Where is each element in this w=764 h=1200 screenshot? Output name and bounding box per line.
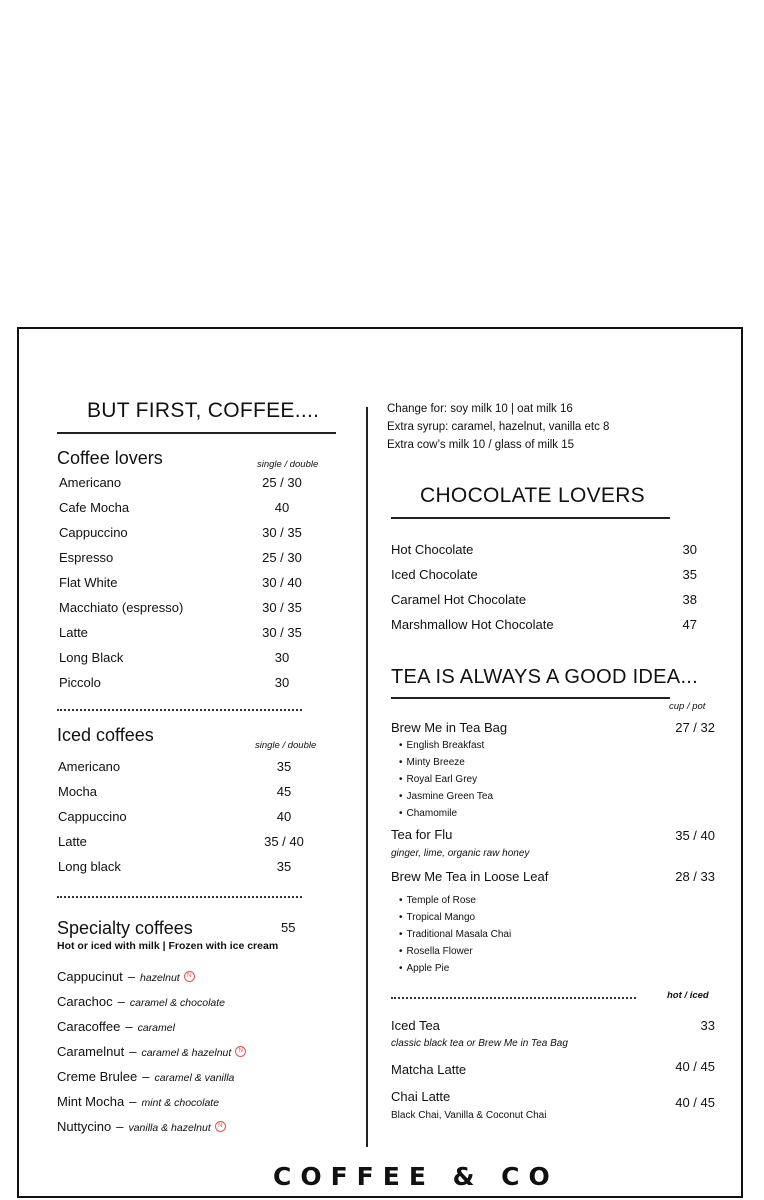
tea-flavour-label: Minty Breeze (406, 757, 465, 768)
chocolate-item-name: Iced Chocolate (391, 567, 478, 582)
bullet-icon: • (399, 946, 403, 957)
menu-item-name: Piccolo (59, 675, 101, 690)
specialty-item-name: Cappucinut (57, 969, 123, 984)
tea-flavour-item (399, 895, 476, 906)
menu-item-name: Espresso (59, 550, 114, 565)
tea-flu-price: 35 / 40 (675, 828, 715, 843)
matcha-price: 40 / 45 (675, 1059, 715, 1074)
extras-line: Extra syrup: caramel, hazelnut, vanilla etc 8 (387, 421, 610, 433)
tea-title-rule (391, 697, 670, 699)
bullet-icon: • (399, 895, 403, 906)
coffee-title-rule (57, 432, 336, 434)
tea-flavour-label: Temple of Rose (406, 895, 476, 906)
specialty-item-name: Creme Brulee (57, 1069, 138, 1084)
nut-allergen-icon: N (184, 971, 195, 982)
iced-coffees-col-header: single / double (255, 740, 317, 751)
specialty-item (57, 1018, 175, 1036)
dash-separator: – (142, 1069, 150, 1084)
dash-separator: – (116, 1119, 124, 1134)
tea-flavour-item (399, 912, 475, 923)
loose-leaf-price: 28 / 33 (675, 869, 715, 884)
matcha-name: Matcha Latte (391, 1062, 467, 1077)
dotted-divider (391, 997, 636, 999)
chocolate-item-name: Marshmallow Hot Chocolate (391, 617, 554, 632)
menu-item-name: Flat White (59, 575, 118, 590)
menu-item-price: 30 / 35 (262, 600, 302, 615)
menu-item-price: 35 (276, 859, 292, 874)
iced-tea-name: Iced Tea (391, 1018, 440, 1033)
coffee-section-title: BUT FIRST, COFFEE.... (87, 399, 320, 422)
bullet-icon: • (399, 929, 403, 940)
tea-flavour-item (399, 963, 449, 974)
menu-item-price: 35 / 40 (264, 834, 304, 849)
specialty-item (57, 1093, 219, 1111)
tea-flavour-label: Chamomile (406, 808, 458, 819)
tea-flu-desc: ginger, lime, organic raw honey (391, 848, 530, 859)
specialty-item-name: Carachoc (57, 994, 113, 1009)
dash-separator: – (127, 969, 136, 984)
specialty-item-name: Nuttycino (57, 1119, 112, 1134)
tea-flavour-item (399, 808, 457, 819)
specialty-item-name: Caracoffee (57, 1019, 121, 1034)
specialty-item (57, 1118, 226, 1136)
hot-iced-header: hot / iced (667, 990, 709, 1001)
tea-flavour-label: Royal Earl Grey (406, 774, 478, 785)
specialty-item-desc: caramel & hazelnut (141, 1047, 232, 1059)
dash-separator: – (117, 994, 125, 1009)
menu-item-name: Latte (58, 834, 87, 849)
column-divider (366, 407, 368, 1147)
specialty-item-desc: caramel & chocolate (129, 997, 226, 1009)
chai-name: Chai Latte (391, 1089, 451, 1104)
tea-flavour-item (399, 740, 484, 751)
bullet-icon: • (399, 740, 403, 751)
tea-flavour-label: Traditional Masala Chai (406, 929, 512, 940)
bullet-icon: • (399, 912, 403, 923)
bullet-icon: • (399, 791, 403, 802)
coffee-lovers-heading: Coffee lovers (57, 448, 163, 468)
bullet-icon: • (399, 808, 403, 819)
extras-line: Extra cow’s milk 10 / glass of milk 15 (387, 439, 575, 451)
chocolate-title-rule (391, 517, 670, 519)
nut-allergen-icon: N (235, 1046, 246, 1057)
chocolate-item-price: 30 (682, 542, 697, 557)
tea-flavour-item (399, 929, 511, 940)
specialty-item-desc: caramel & vanilla (154, 1072, 235, 1084)
bullet-icon: • (399, 757, 403, 768)
tea-section-title: TEA IS ALWAYS A GOOD IDEA... (391, 666, 699, 688)
tea-flu-name: Tea for Flu (391, 827, 453, 842)
tea-flavour-label: Jasmine Green Tea (406, 791, 494, 802)
menu-item-name: Americano (58, 759, 121, 774)
specialty-item-desc: vanilla & hazelnut (128, 1122, 211, 1134)
dotted-divider (57, 896, 302, 898)
coffee-lovers-col-header: single / double (257, 459, 319, 470)
extras-list (387, 400, 609, 454)
nut-allergen-icon: N (215, 1121, 226, 1132)
dash-separator: – (129, 1044, 137, 1059)
iced-tea-price: 33 (700, 1018, 715, 1033)
extras-line: Change for: soy milk 10 | oat milk 16 (387, 403, 573, 415)
specialty-item-name: Caramelnut (57, 1044, 125, 1059)
menu-card (17, 327, 743, 1198)
specialty-item (57, 1068, 234, 1086)
menu-item-name: Long black (58, 859, 121, 874)
chocolate-item-price: 35 (682, 567, 697, 582)
chocolate-item-name: Hot Chocolate (391, 542, 474, 557)
iced-coffees-heading: Iced coffees (57, 725, 154, 745)
tea-bag-name: Brew Me in Tea Bag (391, 720, 508, 735)
specialty-item-desc: hazelnut (140, 972, 180, 984)
tea-flavour-label: English Breakfast (406, 740, 485, 751)
specialty-item-name: Mint Mocha (57, 1094, 125, 1109)
specialty-heading: Specialty coffees (57, 918, 193, 938)
menu-item-name: Americano (59, 475, 122, 490)
bullet-icon: • (399, 774, 403, 785)
tea-flavour-item (399, 791, 493, 802)
specialty-item-desc: caramel (137, 1022, 175, 1034)
chocolate-item-name: Caramel Hot Chocolate (391, 592, 527, 607)
menu-item-name: Cappuccino (58, 809, 127, 824)
iced-tea-desc: classic black tea or Brew Me in Tea Bag (391, 1038, 568, 1049)
specialty-price: 55 (281, 920, 296, 935)
chocolate-item-price: 47 (682, 617, 697, 632)
menu-item-price: 25 / 30 (262, 475, 302, 490)
tea-flavour-label: Tropical Mango (406, 912, 476, 923)
menu-item-name: Macchiato (espresso) (59, 600, 184, 615)
menu-item-price: 40 (276, 809, 292, 824)
brand-logo: COFFEE & CO (273, 1162, 559, 1191)
menu-item-price: 30 / 40 (262, 575, 302, 590)
bullet-icon: • (399, 963, 403, 974)
menu-item-price: 30 (274, 675, 290, 690)
tea-flavour-label: Rosella Flower (406, 946, 473, 957)
tea-flavour-item (399, 946, 473, 957)
chai-price: 40 / 45 (675, 1095, 715, 1110)
dash-separator: – (129, 1094, 137, 1109)
dash-separator: – (125, 1019, 133, 1034)
menu-item-name: Long Black (59, 650, 124, 665)
menu-item-price: 45 (276, 784, 292, 799)
loose-leaf-name: Brew Me Tea in Loose Leaf (391, 869, 549, 884)
tea-flavour-item (399, 774, 477, 785)
specialty-item (57, 993, 225, 1011)
menu-item-name: Latte (59, 625, 88, 640)
menu-item-price: 30 / 35 (262, 525, 302, 540)
chocolate-section-title: CHOCOLATE LOVERS (420, 484, 645, 507)
dotted-divider (57, 709, 302, 711)
specialty-item (57, 1043, 246, 1061)
chai-desc: Black Chai, Vanilla & Coconut Chai (391, 1110, 547, 1121)
menu-item-name: Cafe Mocha (59, 500, 130, 515)
chocolate-item-price: 38 (682, 592, 697, 607)
menu-item-price: 25 / 30 (262, 550, 302, 565)
specialty-item (57, 968, 195, 986)
menu-item-price: 35 (276, 759, 292, 774)
tea-col-header: cup / pot (669, 701, 706, 712)
menu-item-price: 30 / 35 (262, 625, 302, 640)
specialty-item-desc: mint & chocolate (141, 1097, 220, 1109)
specialty-note: Hot or iced with milk | Frozen with ice cream (57, 940, 279, 952)
tea-flavour-item (399, 757, 465, 768)
menu-item-price: 30 (274, 650, 290, 665)
menu-item-name: Mocha (58, 784, 98, 799)
tea-flavour-label: Apple Pie (406, 963, 450, 974)
menu-item-price: 40 (274, 500, 290, 515)
menu-item-name: Cappuccino (59, 525, 128, 540)
tea-bag-price: 27 / 32 (675, 720, 715, 735)
